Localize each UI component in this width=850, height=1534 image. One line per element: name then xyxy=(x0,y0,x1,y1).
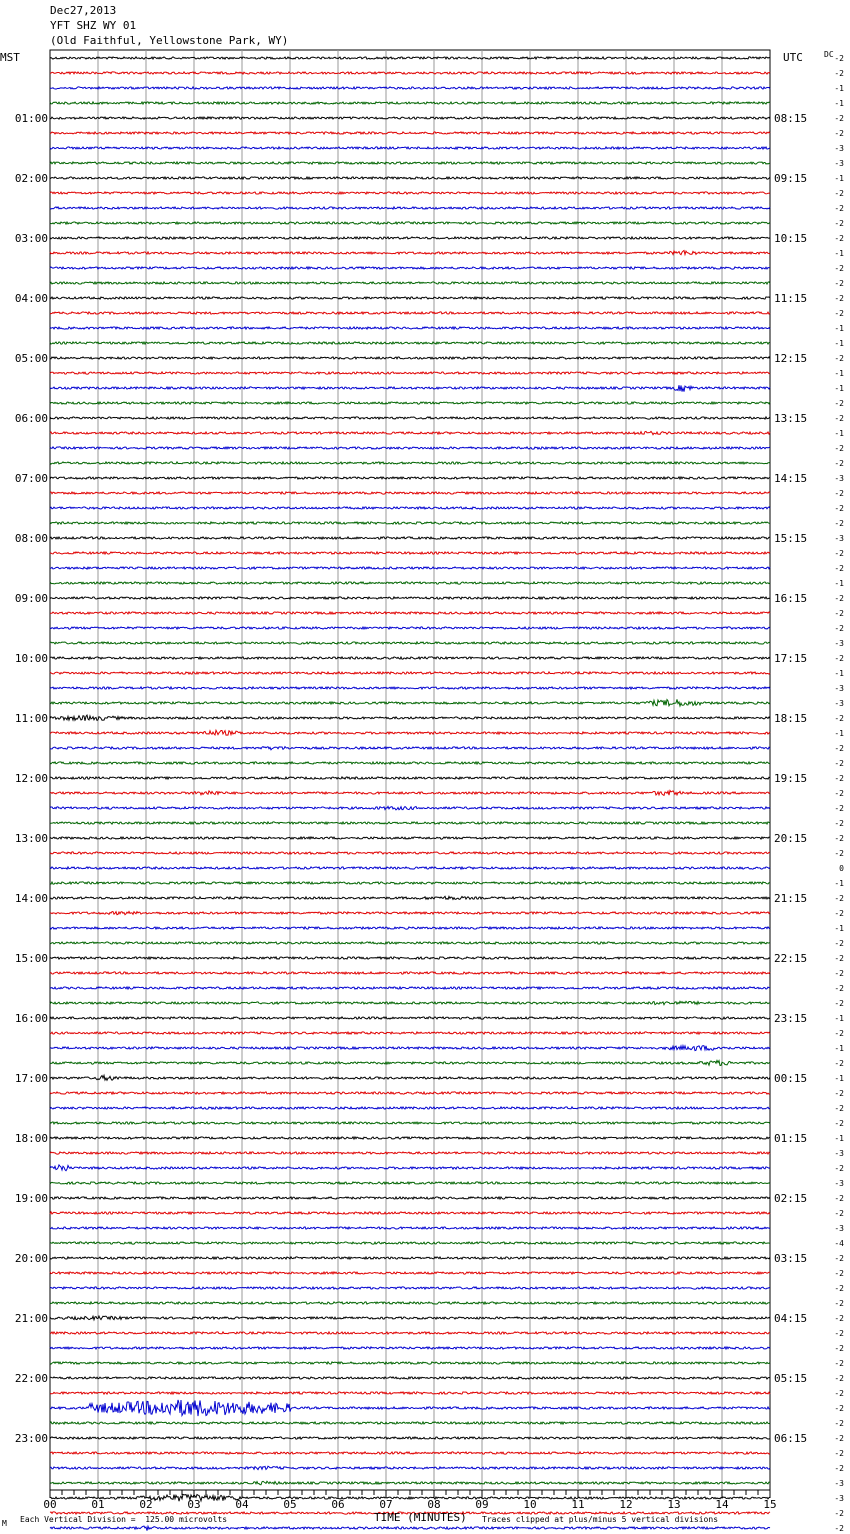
mst-hour-label: 21:00 xyxy=(14,1312,48,1325)
dc-offset-label: -2 xyxy=(834,279,844,288)
dc-offset-label: -2 xyxy=(834,849,844,858)
dc-offset-label: -3 xyxy=(834,1224,844,1233)
dc-offset-label: -2 xyxy=(834,969,844,978)
mst-hour-label: 09:00 xyxy=(14,592,48,605)
dc-offset-label: -2 xyxy=(834,69,844,78)
dc-offset-label: -2 xyxy=(834,1284,844,1293)
dc-offset-label: -2 xyxy=(834,1029,844,1038)
dc-offset-label: -2 xyxy=(834,129,844,138)
trace-group xyxy=(50,57,770,1534)
utc-hour-label: 02:15 xyxy=(774,1192,808,1205)
dc-offset-label: -2 xyxy=(834,549,844,558)
dc-offset-label: -2 xyxy=(834,1509,844,1518)
seismic-trace xyxy=(50,806,770,810)
utc-hour-label: 05:15 xyxy=(774,1372,808,1385)
dc-offset-label: -2 xyxy=(834,714,844,723)
seismic-trace xyxy=(50,1272,770,1274)
x-tick-label: 01 xyxy=(91,1498,105,1511)
mst-hour-label: 12:00 xyxy=(14,772,48,785)
dc-offset-label: -2 xyxy=(834,519,844,528)
x-tick-label: 13 xyxy=(667,1498,681,1511)
seismic-trace xyxy=(50,1257,770,1259)
dc-offset-label: -3 xyxy=(834,1494,844,1503)
x-tick-label: 11 xyxy=(571,1498,585,1511)
seismic-trace xyxy=(50,1092,770,1094)
seismic-trace xyxy=(50,1452,770,1454)
seismic-trace xyxy=(50,582,770,584)
seismic-trace xyxy=(50,117,770,119)
mst-hour-label: 13:00 xyxy=(14,832,48,845)
utc-hour-label: 06:15 xyxy=(774,1432,808,1445)
dc-offset-label: -1 xyxy=(834,669,844,678)
clip-note: Traces clipped at plus/minus 5 vertical divisions xyxy=(482,1515,719,1524)
dc-offset-label: -2 xyxy=(834,624,844,633)
seismic-trace xyxy=(50,597,770,599)
dc-offset-label: -2 xyxy=(834,1194,844,1203)
seismic-trace xyxy=(50,896,770,899)
seismic-trace xyxy=(50,1122,770,1124)
seismic-trace xyxy=(50,882,770,884)
dc-offset-label: -2 xyxy=(834,894,844,903)
seismic-trace xyxy=(50,132,770,134)
utc-hour-label: 17:15 xyxy=(774,652,808,665)
mst-hour-label: 20:00 xyxy=(14,1252,48,1265)
dc-offset-label: -1 xyxy=(834,579,844,588)
x-tick-label: 12 xyxy=(619,1498,633,1511)
dc-offset-label: -2 xyxy=(834,444,844,453)
seismic-trace xyxy=(50,762,770,764)
seismic-trace xyxy=(50,1400,770,1416)
seismic-trace xyxy=(50,1332,770,1334)
dc-offset-label: -2 xyxy=(834,114,844,123)
dc-offset-label: -2 xyxy=(834,354,844,363)
dc-offset-label: -1 xyxy=(834,429,844,438)
dc-offset-label: -2 xyxy=(834,1389,844,1398)
seismic-trace xyxy=(50,312,770,314)
seismic-trace xyxy=(50,852,770,854)
dc-offset-label: -1 xyxy=(834,924,844,933)
seismic-trace xyxy=(50,1287,770,1289)
seismic-trace xyxy=(50,507,770,509)
x-tick-label: 02 xyxy=(139,1498,153,1511)
seismic-trace xyxy=(50,1316,770,1320)
seismic-trace xyxy=(50,612,770,614)
seismic-trace xyxy=(50,282,770,284)
utc-hour-label: 23:15 xyxy=(774,1012,808,1025)
dc-offset-label: -2 xyxy=(834,774,844,783)
dc-offset-label: -2 xyxy=(834,264,844,273)
dc-offset-label: -2 xyxy=(834,1254,844,1263)
seismic-trace xyxy=(50,237,770,239)
seismic-trace xyxy=(50,957,770,959)
dc-offset-label: -3 xyxy=(834,1479,844,1488)
scale-note: Each Vertical Division = 125.00 microvolts xyxy=(20,1515,228,1524)
seismic-trace xyxy=(50,162,770,164)
dc-offset-label: -2 xyxy=(834,1059,844,1068)
dc-offset-label: -1 xyxy=(834,99,844,108)
dc-offset-label: -2 xyxy=(834,594,844,603)
dc-offset-label: -2 xyxy=(834,309,844,318)
seismic-trace xyxy=(50,147,770,149)
dc-offset-label: -3 xyxy=(834,1179,844,1188)
seismic-trace xyxy=(50,372,770,374)
seismic-trace xyxy=(50,1494,770,1501)
dc-offset-label: -3 xyxy=(834,1149,844,1158)
mst-hour-label: 16:00 xyxy=(14,1012,48,1025)
dc-offset-label: -2 xyxy=(834,939,844,948)
dc-offset-label: -2 xyxy=(834,1434,844,1443)
dc-offset-label: -3 xyxy=(834,144,844,153)
dc-offset-label: -2 xyxy=(834,459,844,468)
dc-offset-label: -2 xyxy=(834,414,844,423)
dc-offset-label: -4 xyxy=(834,1239,844,1248)
x-tick-label: 04 xyxy=(235,1498,249,1511)
seismic-trace xyxy=(50,192,770,194)
utc-hour-label: 03:15 xyxy=(774,1252,808,1265)
seismic-trace xyxy=(50,402,770,404)
seismic-trace xyxy=(50,1227,770,1229)
dc-offset-label: -2 xyxy=(834,954,844,963)
seismic-trace xyxy=(50,699,770,706)
mst-hour-label: 06:00 xyxy=(14,412,48,425)
dc-offset-label: -2 xyxy=(834,1329,844,1338)
seismic-trace xyxy=(50,102,770,104)
seismic-trace xyxy=(50,207,770,209)
mst-hour-label: 19:00 xyxy=(14,1192,48,1205)
utc-hour-label: 18:15 xyxy=(774,712,808,725)
mst-hour-label: 17:00 xyxy=(14,1072,48,1085)
seismic-trace xyxy=(50,1481,770,1484)
seismic-trace xyxy=(50,431,770,434)
seismic-trace xyxy=(50,567,770,569)
dc-offset-label: -2 xyxy=(834,759,844,768)
seismic-trace xyxy=(50,1165,770,1171)
x-tick-label: 15 xyxy=(763,1498,777,1511)
mst-hour-label: 15:00 xyxy=(14,952,48,965)
seismic-trace xyxy=(50,385,770,391)
header-station: YFT SHZ WY 01 xyxy=(50,19,137,32)
seismic-trace xyxy=(50,1152,770,1154)
seismic-trace xyxy=(50,1422,770,1424)
seismic-trace xyxy=(50,687,770,689)
seismic-trace xyxy=(50,627,770,629)
dc-offset-label: -2 xyxy=(834,1089,844,1098)
mst-hour-label: 01:00 xyxy=(14,112,48,125)
seismic-trace xyxy=(50,177,770,179)
seismic-trace xyxy=(50,1001,770,1004)
seismic-trace xyxy=(50,72,770,74)
seismic-trace xyxy=(50,972,770,974)
utc-hour-label: 12:15 xyxy=(774,352,808,365)
dc-offset-label: -2 xyxy=(834,219,844,228)
utc-hour-label: 01:15 xyxy=(774,1132,808,1145)
dc-offset-label: -2 xyxy=(834,789,844,798)
dc-offset-label: -2 xyxy=(834,189,844,198)
utc-hour-label: 20:15 xyxy=(774,832,808,845)
seismic-trace xyxy=(50,911,770,914)
x-tick-label: 07 xyxy=(379,1498,393,1511)
seismic-trace xyxy=(50,837,770,839)
mst-hour-label: 04:00 xyxy=(14,292,48,305)
seismic-trace xyxy=(50,730,770,735)
dc-offset-label: -3 xyxy=(834,699,844,708)
x-tick-label: 14 xyxy=(715,1498,729,1511)
seismic-trace xyxy=(50,791,770,796)
seismic-trace xyxy=(50,57,770,59)
dc-offset-label: 0 xyxy=(839,864,844,873)
mst-hour-label: 08:00 xyxy=(14,532,48,545)
dc-label: DC xyxy=(824,50,834,59)
grid-lines xyxy=(50,50,770,1498)
mst-axis-label: MST xyxy=(0,51,20,64)
dc-offset-label: -3 xyxy=(834,534,844,543)
dc-offset-label: -2 xyxy=(834,1404,844,1413)
dc-offset-label: -2 xyxy=(834,1209,844,1218)
dc-offset-label: -2 xyxy=(834,504,844,513)
seismic-trace xyxy=(50,537,770,539)
dc-offset-label: -1 xyxy=(834,174,844,183)
seismic-trace xyxy=(50,1060,770,1065)
x-tick-label: 09 xyxy=(475,1498,489,1511)
utc-hour-label: 09:15 xyxy=(774,172,808,185)
seismic-trace xyxy=(50,642,770,644)
seismic-trace xyxy=(50,462,770,464)
utc-hour-label: 22:15 xyxy=(774,952,808,965)
dc-offset-label: -2 xyxy=(834,1524,844,1533)
dc-offset-label: -1 xyxy=(834,729,844,738)
utc-hour-label: 15:15 xyxy=(774,532,808,545)
mst-hour-label: 23:00 xyxy=(14,1432,48,1445)
seismic-trace xyxy=(50,867,770,869)
seismic-trace xyxy=(50,552,770,554)
dc-offset-label: -3 xyxy=(834,639,844,648)
utc-hour-label: 00:15 xyxy=(774,1072,808,1085)
dc-offset-label: -2 xyxy=(834,1419,844,1428)
dc-offset-label: -2 xyxy=(834,234,844,243)
dc-offset-label: -2 xyxy=(834,294,844,303)
seismic-trace xyxy=(50,1392,770,1394)
dc-offset-label: -2 xyxy=(834,1449,844,1458)
seismic-trace xyxy=(50,1032,770,1034)
dc-offset-label: -2 xyxy=(834,819,844,828)
mst-hour-label: 07:00 xyxy=(14,472,48,485)
seismic-trace xyxy=(50,747,770,750)
seismic-trace xyxy=(50,715,770,721)
mst-hour-label: 14:00 xyxy=(14,892,48,905)
seismic-trace xyxy=(50,1362,770,1364)
seismic-trace xyxy=(50,1242,770,1244)
dc-offset-label: -3 xyxy=(834,474,844,483)
seismic-trace xyxy=(50,1017,770,1019)
dc-offset-label: -2 xyxy=(834,999,844,1008)
seismic-trace xyxy=(50,1197,770,1199)
dc-offset-label: -1 xyxy=(834,84,844,93)
seismic-trace xyxy=(50,1526,770,1531)
seismic-trace xyxy=(50,251,770,255)
seismic-trace xyxy=(50,342,770,344)
header-location: (Old Faithful, Yellowstone Park, WY) xyxy=(50,34,289,47)
seismic-trace xyxy=(50,447,770,449)
seismic-trace xyxy=(50,522,770,524)
x-tick-label: 08 xyxy=(427,1498,441,1511)
dc-offset-label: -2 xyxy=(834,804,844,813)
seismic-trace xyxy=(50,492,770,494)
dc-offset-label: -2 xyxy=(834,1464,844,1473)
dc-offset-label: -2 xyxy=(834,654,844,663)
dc-offset-label: -2 xyxy=(834,1269,844,1278)
seismic-trace xyxy=(50,1377,770,1379)
seismic-trace xyxy=(50,477,770,479)
dc-offset-label: -3 xyxy=(834,159,844,168)
seismic-trace xyxy=(50,222,770,224)
dc-offset-label: -1 xyxy=(834,384,844,393)
dc-offset-label: -2 xyxy=(834,1314,844,1323)
mst-hour-label: 02:00 xyxy=(14,172,48,185)
seismic-trace xyxy=(50,417,770,419)
seismic-trace xyxy=(50,1107,770,1109)
utc-hour-label: 16:15 xyxy=(774,592,808,605)
dc-offset-label: -2 xyxy=(834,564,844,573)
dc-offset-label: -2 xyxy=(834,1359,844,1368)
dc-offset-label: -1 xyxy=(834,1134,844,1143)
dc-offset-label: -2 xyxy=(834,1344,844,1353)
seismic-trace xyxy=(50,927,770,929)
dc-offset-label: -1 xyxy=(834,879,844,888)
x-tick-label: 10 xyxy=(523,1498,537,1511)
dc-offset-label: -2 xyxy=(834,909,844,918)
seismic-trace xyxy=(50,357,770,359)
corner-mark: M xyxy=(2,1519,7,1528)
seismic-trace xyxy=(50,1075,770,1080)
dc-offset-label: -1 xyxy=(834,249,844,258)
seismic-trace xyxy=(50,987,770,989)
utc-axis-label: UTC xyxy=(783,51,803,64)
seismic-trace xyxy=(50,1347,770,1349)
dc-offset-label: -2 xyxy=(834,1164,844,1173)
seismic-trace xyxy=(50,1437,770,1439)
seismic-trace xyxy=(50,87,770,89)
seismic-trace xyxy=(50,1046,770,1051)
utc-hour-label: 04:15 xyxy=(774,1312,808,1325)
dc-offset-label: -3 xyxy=(834,684,844,693)
seismic-trace xyxy=(50,1137,770,1139)
header-date: Dec27,2013 xyxy=(50,4,117,17)
dc-offset-label: -1 xyxy=(834,369,844,378)
seismic-trace xyxy=(50,822,770,824)
dc-offset-label: -1 xyxy=(834,1044,844,1053)
utc-hour-label: 21:15 xyxy=(774,892,808,905)
seismic-trace xyxy=(50,1466,770,1469)
x-tick-label: 05 xyxy=(283,1498,297,1511)
dc-offset-label: -2 xyxy=(834,609,844,618)
x-tick-label: 06 xyxy=(331,1498,345,1511)
dc-offset-label: -2 xyxy=(834,204,844,213)
utc-hour-label: 14:15 xyxy=(774,472,808,485)
x-tick-label: 03 xyxy=(187,1498,201,1511)
mst-hour-label: 03:00 xyxy=(14,232,48,245)
mst-hour-label: 22:00 xyxy=(14,1372,48,1385)
utc-hour-label: 19:15 xyxy=(774,772,808,785)
dc-offset-label: -1 xyxy=(834,1074,844,1083)
dc-offset-label: -2 xyxy=(834,1104,844,1113)
seismic-trace xyxy=(50,777,770,779)
seismic-trace xyxy=(50,1302,770,1304)
mst-hour-label: 18:00 xyxy=(14,1132,48,1145)
dc-offset-label: -1 xyxy=(834,1014,844,1023)
utc-hour-label: 11:15 xyxy=(774,292,808,305)
seismic-trace xyxy=(50,297,770,299)
dc-offset-label: -2 xyxy=(834,1299,844,1308)
dc-offset-label: -2 xyxy=(834,1119,844,1128)
mst-hour-label: 05:00 xyxy=(14,352,48,365)
utc-hour-label: 08:15 xyxy=(774,112,808,125)
dc-offset-label: -2 xyxy=(834,399,844,408)
dc-offset-label: -2 xyxy=(834,984,844,993)
dc-offset-label: -2 xyxy=(834,744,844,753)
seismic-trace xyxy=(50,942,770,944)
dc-offset-label: -2 xyxy=(834,54,844,63)
dc-offset-label: -1 xyxy=(834,339,844,348)
seismic-trace xyxy=(50,327,770,329)
dc-offset-label: -2 xyxy=(834,1374,844,1383)
seismic-trace xyxy=(50,1182,770,1184)
x-tick-label: 00 xyxy=(43,1498,57,1511)
dc-offset-label: -2 xyxy=(834,834,844,843)
utc-hour-label: 13:15 xyxy=(774,412,808,425)
utc-hour-label: 10:15 xyxy=(774,232,808,245)
dc-offset-label: -2 xyxy=(834,489,844,498)
seismic-trace xyxy=(50,267,770,269)
seismic-trace xyxy=(50,657,770,659)
x-axis-title: TIME (MINUTES) xyxy=(374,1511,467,1524)
mst-hour-label: 10:00 xyxy=(14,652,48,665)
dc-offset-label: -1 xyxy=(834,324,844,333)
mst-hour-label: 11:00 xyxy=(14,712,48,725)
seismic-trace xyxy=(50,1212,770,1214)
seismic-trace xyxy=(50,672,770,674)
